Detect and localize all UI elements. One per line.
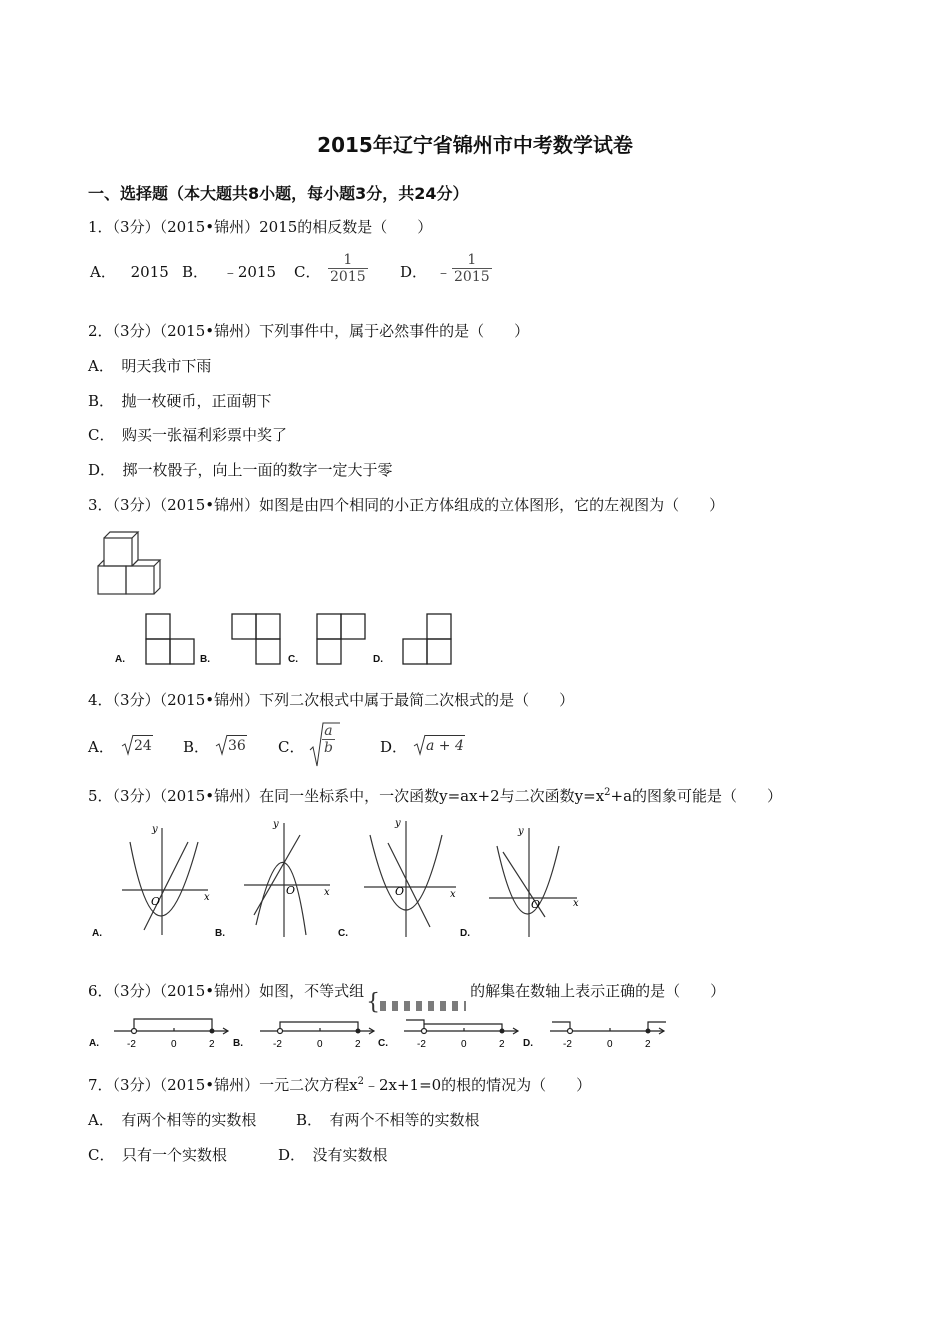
question-5-stem — [88, 785, 782, 806]
q1-option-a-value: 2015 — [130, 263, 169, 281]
q3-view-d — [402, 613, 454, 665]
q6-label-d: D. — [523, 1038, 533, 1049]
q7-option-c: C． 只有一个实数根 — [88, 1146, 227, 1164]
question-4-stem: 4．（3分）（2015•锦州）下列二次根式中属于最简二次根式的是（ ） — [88, 691, 575, 709]
q6-label-b: B. — [233, 1038, 243, 1049]
q6-b-tick-0: 0 — [317, 1039, 323, 1050]
q3-label-d: D. — [373, 654, 383, 665]
q5-exponent: 2 — [604, 787, 611, 798]
q5-c-y-label: y — [395, 818, 401, 829]
q4-c-numerator: a — [324, 723, 333, 739]
q1-c-denominator: 2015 — [330, 269, 366, 285]
section-heading: 一、选择题（本大题共8小题，每小题3分，共24分） — [88, 184, 469, 203]
q4-a-radicand: 24 — [133, 735, 153, 754]
q5-stem-post: +a的图象可能是（ ） — [610, 787, 783, 805]
q6-c-tick-2: 2 — [499, 1039, 505, 1050]
q6-numberline-d — [548, 1014, 670, 1052]
q3-view-c — [316, 613, 368, 665]
q6-c-tick-0: 0 — [461, 1039, 467, 1050]
q4-option-b-radical — [216, 734, 247, 753]
q6-stem-post: 的解集在数轴上表示正确的是（ ） — [470, 982, 726, 1000]
q5-b-x-label: x — [324, 887, 330, 898]
q1-option-b — [182, 261, 276, 282]
q3-view-b — [231, 613, 283, 665]
question-1-stem: 1．（3分）（2015•锦州）2015的相反数是（ ） — [88, 218, 433, 236]
q6-d-tick-neg2: -2 — [563, 1039, 572, 1050]
q3-solid-figure — [96, 530, 166, 598]
q4-b-radicand: 36 — [227, 735, 247, 754]
q1-option-c-label: C． — [294, 263, 321, 281]
q1-option-b-label: B． — [182, 263, 209, 281]
q4-option-c-label: C． — [278, 738, 305, 756]
q4-option-c-fraction — [322, 723, 335, 756]
q5-graph-c — [360, 815, 460, 940]
q7-option-d: D． 没有实数根 — [278, 1146, 388, 1164]
q4-option-d-label: D． — [380, 738, 408, 756]
q7-stem-post: ﹣2x+1=0的根的情况为（ ） — [363, 1076, 592, 1094]
q3-label-a: A. — [115, 654, 125, 665]
q5-graph-a — [118, 820, 218, 940]
q4-c-denominator: b — [324, 740, 333, 756]
q5-c-origin: O — [395, 885, 405, 898]
q1-c-numerator: 1 — [343, 252, 353, 268]
q6-label-a: A. — [89, 1038, 99, 1049]
q2-option-b: B． 抛一枚硬币，正面朝下 — [88, 392, 272, 410]
q6-a-tick-neg2: -2 — [127, 1039, 136, 1050]
q3-label-c: C. — [288, 654, 298, 665]
q6-d-tick-0: 0 — [607, 1039, 613, 1050]
q5-a-y-label: y — [152, 824, 158, 835]
question-7-stem — [88, 1074, 591, 1095]
q3-label-b: B. — [200, 654, 210, 665]
q6-b-tick-neg2: -2 — [273, 1039, 282, 1050]
q2-option-d: D． 掷一枚骰子，向上一面的数字一定大于零 — [88, 461, 393, 479]
q5-c-x-label: x — [450, 889, 456, 900]
q6-a-tick-0: 0 — [171, 1039, 177, 1050]
q6-illegible-inequalities — [380, 1001, 466, 1011]
q1-option-d-fraction — [452, 252, 492, 285]
q6-d-tick-2: 2 — [645, 1039, 651, 1050]
q1-option-a-label: A． — [90, 263, 116, 281]
q1-option-b-value: ﹣2015 — [222, 263, 276, 281]
q5-b-y-label: y — [273, 819, 279, 830]
q7-exponent: 2 — [357, 1076, 364, 1087]
q6-label-c: C. — [378, 1038, 388, 1049]
q1-option-c-fraction — [328, 252, 368, 285]
q5-d-origin: O — [531, 898, 541, 911]
q5-label-d: D. — [460, 928, 470, 939]
q7-stem-pre: 7．（3分）（2015•锦州）一元二次方程x — [88, 1076, 358, 1094]
q5-label-b: B. — [215, 928, 225, 939]
q6-a-tick-2: 2 — [209, 1039, 215, 1050]
q4-d-radicand: a + 4 — [425, 735, 465, 754]
q5-b-origin: O — [286, 884, 296, 897]
question-3-stem: 3．（3分）（2015•锦州）如图是由四个相同的小正方体组成的立体图形，它的左视图为（ ） — [88, 496, 725, 514]
q7-option-a: A． 有两个相等的实数根 — [88, 1111, 257, 1129]
q5-a-origin: O — [151, 895, 161, 908]
q6-numberline-b — [258, 1014, 378, 1052]
q1-option-d-label: D． — [400, 263, 428, 281]
q1-d-sign: ﹣ — [436, 263, 452, 281]
q5-graph-d — [485, 822, 585, 942]
q6-numberline-c — [402, 1014, 522, 1052]
q1-option-a — [90, 261, 169, 282]
q7-option-b: B． 有两个不相等的实数根 — [296, 1111, 480, 1129]
question-2-stem: 2．（3分）（2015•锦州）下列事件中，属于必然事件的是（ ） — [88, 322, 530, 340]
q5-label-c: C. — [338, 928, 348, 939]
q1-d-denominator: 2015 — [454, 269, 490, 285]
q6-c-tick-neg2: -2 — [417, 1039, 426, 1050]
q2-option-c: C． 购买一张福利彩票中奖了 — [88, 426, 287, 444]
q4-option-a-label: A． — [88, 738, 114, 756]
q6-stem-pre: 6．（3分）（2015•锦州）如图，不等式组 — [88, 982, 365, 1000]
q5-stem-pre: 5．（3分）（2015•锦州）在同一坐标系中，一次函数y=ax+2与二次函数y=x — [88, 787, 605, 805]
question-6-stem — [88, 980, 726, 1015]
q4-option-b-label: B． — [183, 738, 210, 756]
q6-b-tick-2: 2 — [355, 1039, 361, 1050]
q5-d-y-label: y — [518, 826, 524, 837]
q1-d-numerator: 1 — [467, 252, 477, 268]
q5-d-x-label: x — [573, 898, 579, 909]
q4-option-d-radical — [414, 734, 465, 753]
q2-option-a: A． 明天我市下雨 — [88, 357, 212, 375]
q5-label-a: A. — [92, 928, 102, 939]
q5-graph-b — [240, 815, 340, 940]
q3-view-a — [145, 613, 197, 665]
left-brace-icon: { — [366, 990, 381, 1015]
q4-option-a-radical — [122, 734, 153, 753]
q6-numberline-a — [112, 1014, 232, 1052]
page-title: 2015年辽宁省锦州市中考数学试卷 — [317, 133, 633, 157]
q5-a-x-label: x — [204, 892, 210, 903]
